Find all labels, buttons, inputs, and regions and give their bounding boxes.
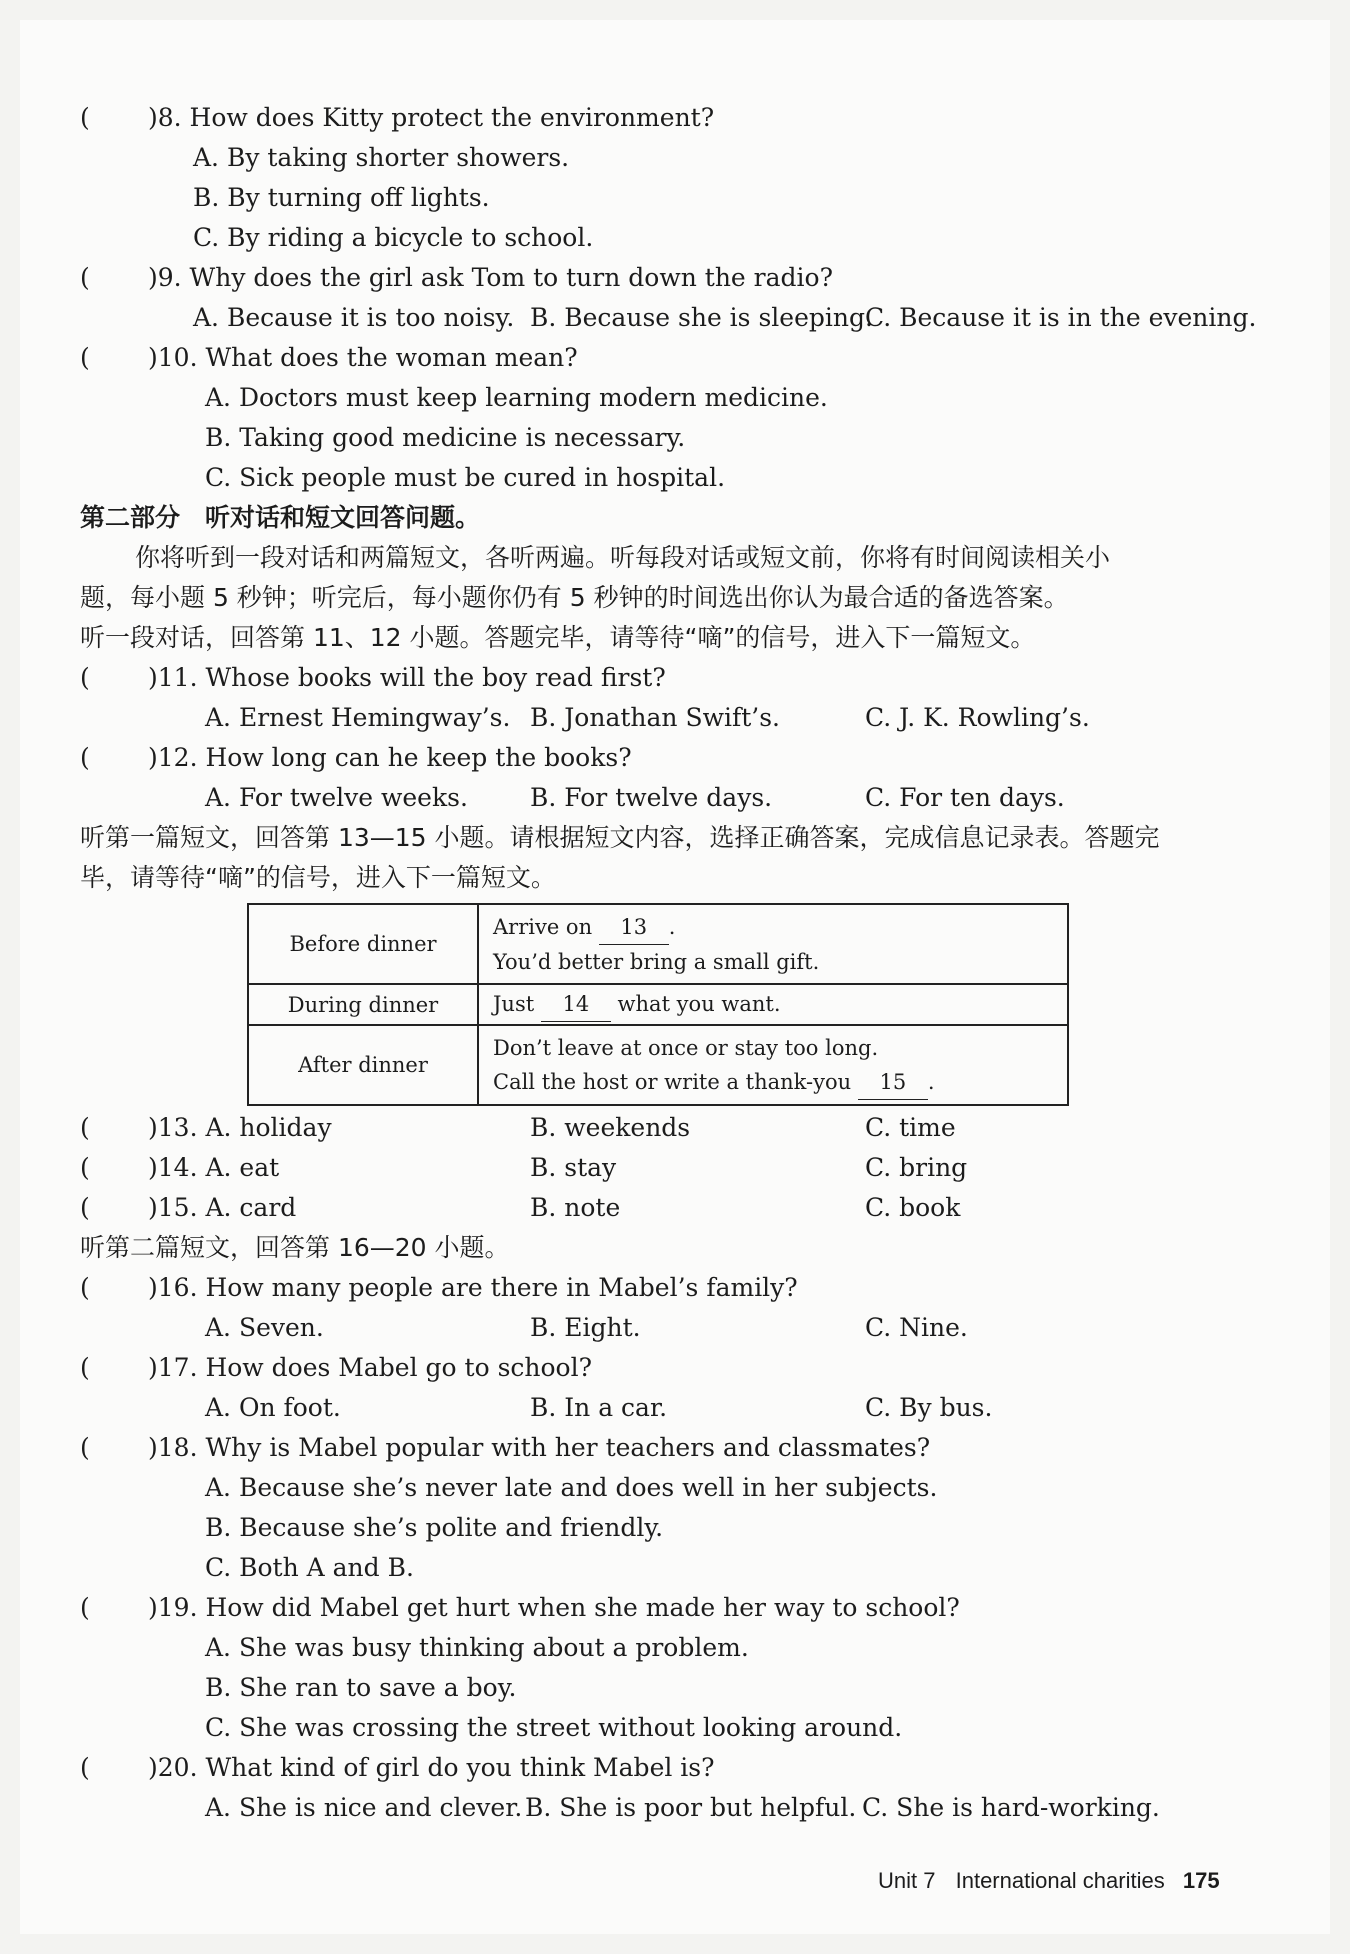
answer-paren: (: [80, 1153, 90, 1182]
question-17: )17. How does Mabel go to school?: [148, 1353, 593, 1382]
table-row: [248, 984, 1068, 1025]
q17-option-c: C. By bus.: [865, 1393, 993, 1422]
q20-option-c: C. She is hard-working.: [862, 1793, 1160, 1822]
passage1-instruction-line2: 毕，请等待“嘀”的信号，进入下一篇短文。: [80, 863, 556, 892]
answer-paren: (: [80, 1753, 90, 1782]
answer-paren: (: [80, 743, 90, 772]
row-content-during: [478, 984, 1068, 1025]
row-content-before: [478, 904, 1068, 984]
row-label-before: Before dinner: [248, 904, 478, 984]
row-label-after: After dinner: [248, 1025, 478, 1105]
answer-paren: (: [80, 103, 90, 132]
row-label-during: During dinner: [248, 984, 478, 1025]
q14-option-b: B. stay: [530, 1153, 617, 1182]
q11-option-a: A. Ernest Hemingway’s.: [205, 703, 511, 732]
info-record-table: [247, 903, 1069, 1106]
q9-option-a: A. Because it is too noisy.: [193, 303, 515, 332]
passage2-instruction: 听第二篇短文，回答第 16—20 小题。: [80, 1233, 510, 1262]
blank-14: 14: [541, 987, 611, 1022]
q11-option-b: B. Jonathan Swift’s.: [530, 703, 780, 732]
question-9: )9. Why does the girl ask Tom to turn down the radio?: [148, 263, 833, 292]
q10-option-b: B. Taking good medicine is necessary.: [205, 423, 686, 452]
q19-option-c: C. She was crossing the street without looking around.: [205, 1713, 903, 1742]
part2-intro-line1: 你将听到一段对话和两篇短文，各听两遍。听每段对话或短文前，你将有时间阅读相关小: [135, 543, 1111, 572]
q12-option-b: B. For twelve days.: [530, 783, 773, 812]
row-content-after: [478, 1025, 1068, 1105]
q13-option-b: B. weekends: [530, 1113, 691, 1142]
unit-label: Unit 7: [878, 1868, 936, 1893]
answer-paren: (: [80, 1273, 90, 1302]
answer-paren: (: [80, 263, 90, 292]
question-13: )13. A. holiday: [148, 1113, 332, 1142]
question-10: )10. What does the woman mean?: [148, 343, 578, 372]
answer-paren: (: [80, 1433, 90, 1462]
q15-option-b: B. note: [530, 1193, 621, 1222]
q18-option-a: A. Because she’s never late and does well in her subjects.: [205, 1473, 938, 1502]
answer-paren: (: [80, 1593, 90, 1622]
dialog-instruction: 听一段对话，回答第 11、12 小题。答题完毕，请等待“嘀”的信号，进入下一篇短文。: [80, 623, 1036, 652]
answer-paren: (: [80, 1353, 90, 1382]
q10-option-a: A. Doctors must keep learning modern medicine.: [205, 383, 828, 412]
q19-option-b: B. She ran to save a boy.: [205, 1673, 517, 1702]
q9-option-b: B. Because she is sleeping.: [530, 303, 873, 332]
period: .: [927, 1069, 935, 1094]
table-row: [248, 1025, 1068, 1105]
blank-13: 13: [599, 910, 669, 945]
part2-title: 第二部分 听对话和短文回答问题。: [80, 503, 481, 532]
gift-text: You’d better bring a small gift.: [493, 949, 820, 974]
answer-paren: (: [80, 1193, 90, 1222]
question-20: )20. What kind of girl do you think Mabel is?: [148, 1753, 715, 1782]
question-11: )11. Whose books will the boy read first?: [148, 663, 666, 692]
q18-option-b: B. Because she’s polite and friendly.: [205, 1513, 664, 1542]
question-14: )14. A. eat: [148, 1153, 280, 1182]
question-18: )18. Why is Mabel popular with her teachers and classmates?: [148, 1433, 931, 1462]
thank-you-text: Call the host or write a thank-you: [493, 1069, 852, 1094]
q17-option-a: A. On foot.: [205, 1393, 341, 1422]
blank-15: 15: [858, 1065, 928, 1100]
passage1-instruction-line1: 听第一篇短文，回答第 13—15 小题。请根据短文内容，选择正确答案，完成信息记录表。答题完: [80, 823, 1160, 852]
q11-option-c: C. J. K. Rowling’s.: [865, 703, 1090, 732]
q8-option-c: C. By riding a bicycle to school.: [193, 223, 594, 252]
part2-intro-line2: 题，每小题 5 秒钟；听完后，每小题你仍有 5 秒钟的时间选出你认为最合适的备选答案。: [80, 583, 1069, 612]
leave-text: Don’t leave at once or stay too long.: [493, 1035, 879, 1060]
q20-option-a: A. She is nice and clever.: [205, 1793, 523, 1822]
page-footer: [878, 1868, 1220, 1894]
answer-paren: (: [80, 1113, 90, 1142]
want-text: what you want.: [617, 992, 781, 1016]
arrive-on-text: Arrive on: [493, 914, 593, 939]
q16-option-b: B. Eight.: [530, 1313, 641, 1342]
q19-option-a: A. She was busy thinking about a problem.: [205, 1633, 749, 1662]
just-text: Just: [493, 992, 535, 1016]
unit-title: International charities: [955, 1868, 1165, 1893]
period: .: [668, 914, 676, 939]
q12-option-c: C. For ten days.: [865, 783, 1065, 812]
question-16: )16. How many people are there in Mabel’s family?: [148, 1273, 798, 1302]
page-number: 175: [1182, 1868, 1220, 1893]
question-12: )12. How long can he keep the books?: [148, 743, 632, 772]
answer-paren: (: [80, 343, 90, 372]
question-15: )15. A. card: [148, 1193, 297, 1222]
question-19: )19. How did Mabel get hurt when she made her way to school?: [148, 1593, 960, 1622]
q14-option-c: C. bring: [865, 1153, 968, 1182]
q10-option-c: C. Sick people must be cured in hospital.: [205, 463, 726, 492]
q17-option-b: B. In a car.: [530, 1393, 668, 1422]
q8-option-b: B. By turning off lights.: [193, 183, 490, 212]
q18-option-c: C. Both A and B.: [205, 1553, 414, 1582]
answer-paren: (: [80, 663, 90, 692]
q12-option-a: A. For twelve weeks.: [205, 783, 468, 812]
q13-option-c: C. time: [865, 1113, 956, 1142]
q20-option-b: B. She is poor but helpful.: [525, 1793, 857, 1822]
q16-option-a: A. Seven.: [205, 1313, 324, 1342]
q15-option-c: C. book: [865, 1193, 961, 1222]
q8-option-a: A. By taking shorter showers.: [193, 143, 570, 172]
q16-option-c: C. Nine.: [865, 1313, 968, 1342]
q9-option-c: C. Because it is in the evening.: [865, 303, 1257, 332]
table-row: [248, 904, 1068, 984]
question-8: )8. How does Kitty protect the environment?: [148, 103, 715, 132]
